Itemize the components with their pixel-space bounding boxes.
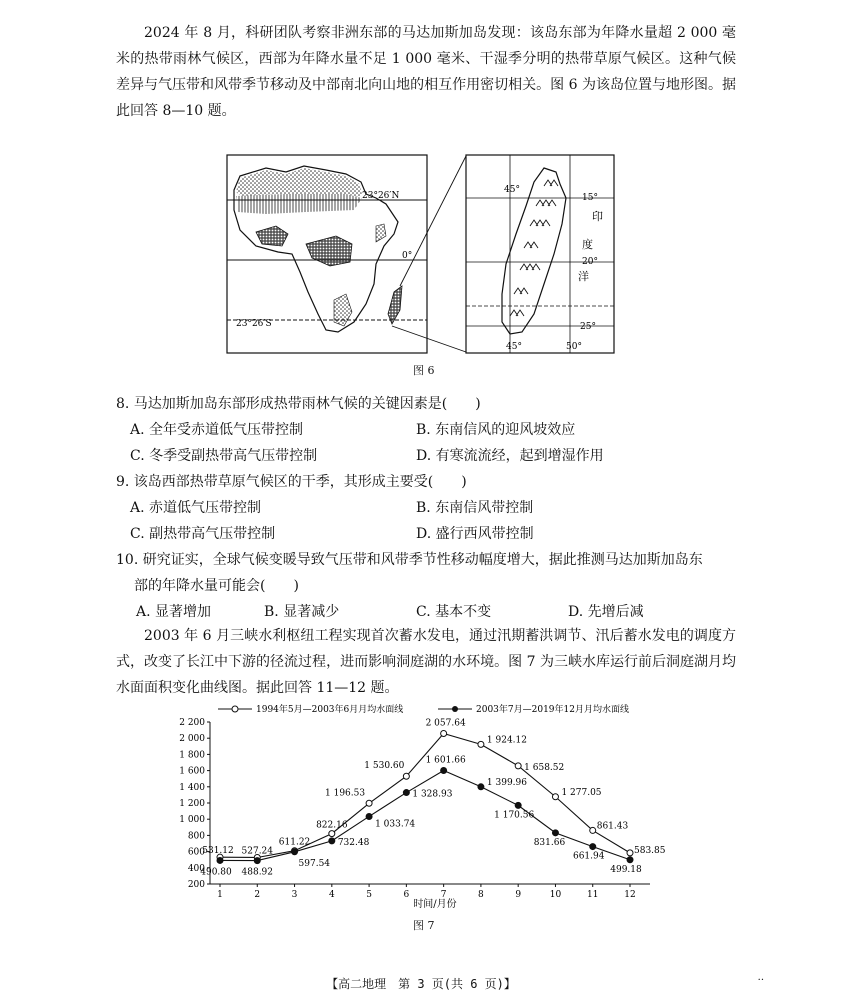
x-tick-label: 11 (587, 890, 599, 900)
question-9-stem: 9. 该岛西部热带草原气候区的干季，其形成主要受( ) (116, 474, 467, 490)
series-1-data-label: 822.16 (316, 820, 348, 831)
legend-marker-filled (452, 706, 458, 712)
series-2-point (552, 830, 558, 836)
q9-option-a[interactable]: A. 赤道低气压带控制 (130, 500, 262, 516)
series-2-point (329, 838, 335, 844)
series-1-data-label: 527.24 (241, 846, 274, 857)
series-2-data-label: 831.66 (533, 837, 566, 848)
legend-series-2: 2003年7月—2019年12月月均水面线 (476, 705, 629, 715)
x-tick-label: 3 (291, 890, 298, 900)
question-10-stem-line1: 10. 研究证实，全球气候变暖导致气压带和风带季节性移动幅度增大，据此推测马达加斯加岛东 (116, 552, 703, 568)
y-tick-label: 400 (187, 863, 205, 874)
x-tick-label: 1 (217, 890, 223, 900)
y-tick-label: 1 400 (179, 782, 205, 793)
page-footer: 【高二地理 第 3 页(共 6 页)】 (326, 977, 516, 991)
x-tick-label: 6 (403, 890, 410, 900)
y-tick-label: 1 600 (179, 766, 205, 777)
series-2-data-label: 499.18 (610, 864, 642, 875)
q9-option-c[interactable]: C. 副热带高气压带控制 (130, 526, 276, 542)
q10-option-a[interactable]: A. 显著增加 (136, 604, 212, 620)
series-2-point (590, 844, 596, 850)
series-2-data-label: 597.54 (298, 858, 331, 869)
series-2-data-label: 1 601.66 (425, 755, 466, 766)
series-1-point (590, 827, 596, 833)
series-2-point (366, 813, 372, 819)
series-2-point (254, 858, 260, 864)
series-1-data-label: 531.12 (202, 846, 234, 857)
x-tick-label: 7 (440, 890, 447, 900)
series-1-point (329, 831, 335, 837)
series-2-point (292, 849, 298, 855)
legend-marker-open (232, 706, 238, 712)
x-tick-label: 8 (478, 890, 484, 900)
series-1-point (515, 763, 521, 769)
series-2-data-label: 661.94 (572, 851, 605, 862)
series-2-point (217, 857, 223, 863)
series-2-point (403, 790, 409, 796)
figure-7-caption: 图 7 (413, 919, 435, 932)
series-1-point (552, 794, 558, 800)
y-tick-label: 2 200 (179, 718, 205, 728)
series-1-data-label: 1 924.12 (486, 735, 527, 746)
series-1-data-label: 1 530.60 (364, 761, 405, 772)
series-1-data-label: 861.43 (596, 821, 629, 832)
series-2-data-label: 1 033.74 (375, 819, 416, 830)
label-lat25: 25° (580, 322, 596, 332)
label-ocean-3: 洋 (578, 270, 589, 283)
series-2-data-label: 1 170.56 (494, 810, 535, 821)
figure-7-chart (160, 700, 670, 910)
question-8-stem: 8. 马达加斯加岛东部形成热带雨林气候的关键因素是( ) (116, 396, 481, 412)
series-2-data-label: 732.48 (337, 837, 370, 848)
series-1-data-label: 1 658.52 (524, 762, 565, 773)
label-lon50: 50° (566, 342, 582, 352)
q10-option-b[interactable]: B. 显著减少 (264, 604, 340, 620)
y-tick-label: 1 200 (179, 799, 205, 809)
series-1-data-label: 1 277.05 (561, 787, 602, 798)
series-1-data-label: 611.22 (278, 837, 311, 848)
label-ocean-2: 度 (582, 238, 593, 251)
label-tropic-s: 23°26′S (236, 319, 272, 329)
x-tick-label: 9 (515, 890, 522, 900)
intro-11-12: 2003 年 6 月三峡水利枢纽工程实现首次蓄水发电，通过汛期蓄洪调节、汛后蓄水发电的调度方式，改变了长江中下游的径流过程，进而影响洞庭湖的水环境。图 7 为三峡水库运行前后洞庭湖月均水面面积变化曲线图。据此回答 11—12 题。 (116, 628, 736, 696)
label-lon45-bottom: 45° (506, 342, 522, 352)
label-lat15: 15° (582, 193, 598, 203)
y-tick-label: 600 (187, 847, 205, 858)
y-tick-label: 1 800 (179, 750, 205, 761)
series-1-point (403, 773, 409, 779)
x-tick-label: 10 (549, 890, 562, 900)
q8-option-b[interactable]: B. 东南信风的迎风坡效应 (416, 422, 576, 438)
series-2-point (478, 784, 484, 790)
series-1-data-label: 2 057.64 (425, 718, 466, 729)
x-axis-label: 时间/月份 (413, 899, 457, 910)
label-tropic-n: 23°26′N (362, 191, 400, 201)
series-1-point (441, 731, 447, 737)
series-2-data-label: 488.92 (241, 867, 274, 878)
label-ocean-1: 印 (592, 210, 603, 223)
q8-option-c[interactable]: C. 冬季受副热带高气压带控制 (130, 448, 318, 464)
y-tick-label: 1 000 (179, 815, 205, 826)
series-2-data-label: 1 328.93 (412, 789, 453, 800)
question-10-stem-line2: 部的年降水量可能会( ) (134, 578, 299, 594)
chart-legend (218, 703, 629, 715)
q9-option-b[interactable]: B. 东南信风带控制 (416, 500, 534, 516)
series-2-point (627, 857, 633, 863)
y-tick-label: 2 000 (179, 734, 205, 745)
series-2-data-label: 1 399.96 (486, 777, 527, 788)
x-tick-label: 12 (624, 890, 636, 900)
q9-option-d[interactable]: D. 盛行西风带控制 (416, 526, 534, 542)
series-1-point (627, 850, 633, 856)
series-1-point (366, 800, 372, 806)
x-tick-label: 2 (254, 890, 261, 900)
figure-6-caption: 图 6 (413, 364, 435, 377)
label-lat20: 20° (582, 257, 598, 267)
intro-8-10: 2024 年 8 月，科研团队考察非洲东部的马达加斯加岛发现：该岛东部为年降水量超 2 000 毫米的热带雨林气候区，西部为年降水量不足 1 000 毫米、干湿季分明的热带草原气候区。这种气候差异与气压带和风带季节移动及中部南北向山地的相互作用密切相关。图 6 为该岛位置与地形图。据此回答 8—10 题。 (116, 25, 736, 119)
q10-option-d[interactable]: D. 先增后减 (568, 604, 644, 620)
q8-option-a[interactable]: A. 全年受赤道低气压带控制 (130, 422, 304, 438)
series-2-data-label: 490.80 (200, 867, 232, 878)
figure-6-map (226, 154, 616, 354)
legend-series-1: 1994年5月—2003年6月月均水面线 (256, 705, 404, 715)
q10-option-c[interactable]: C. 基本不变 (416, 604, 492, 620)
series-1-data-label: 583.85 (634, 845, 666, 856)
y-tick-label: 200 (187, 880, 205, 890)
label-equator: 0° (402, 251, 413, 261)
series-2-point (441, 767, 447, 773)
label-lon45-top: 45° (504, 185, 520, 195)
series-2-point (515, 802, 521, 808)
corner-mark: ·· (757, 975, 764, 986)
y-tick-label: 800 (187, 831, 205, 842)
x-tick-label: 5 (366, 890, 372, 900)
x-tick-label: 4 (328, 890, 335, 900)
series-1-data-label: 1 196.53 (325, 788, 366, 799)
series-1-point (478, 741, 484, 747)
q8-option-d[interactable]: D. 有寒流流经，起到增湿作用 (416, 448, 604, 464)
